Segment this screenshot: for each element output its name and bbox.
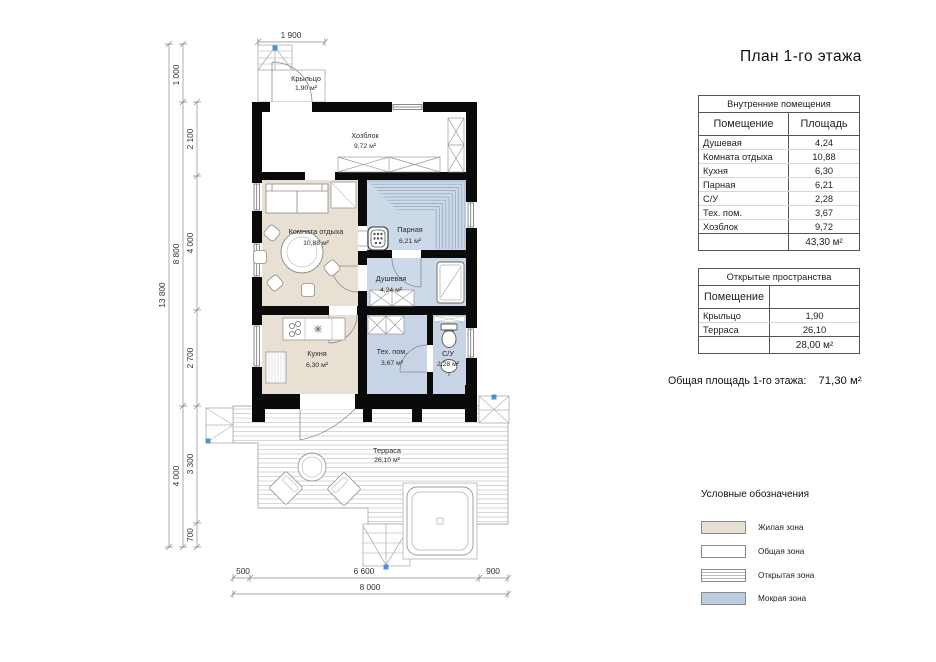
room-area-terrasa: 26,10 м² [374, 457, 400, 464]
room-area-komnata: 10,88 м² [303, 240, 329, 247]
interior-rooms-table [698, 95, 860, 251]
room-label-hozblok: Хозблок [351, 131, 379, 140]
toilet-icon [441, 324, 457, 348]
room-label-parnaya: Парная [397, 225, 423, 234]
dim-bottom-inner-0: 500 [236, 566, 250, 576]
selection-handle[interactable] [384, 565, 389, 570]
dim-top: 1 900 [280, 30, 302, 40]
table-row: Терраса 26,10 [699, 323, 859, 337]
page-title: План 1-го этажа [740, 48, 862, 65]
terrace-deck [206, 396, 509, 566]
legend-item-wet: Мокрая зона [701, 592, 806, 605]
table-header [699, 286, 859, 309]
terrace-right-stair-icon [479, 396, 509, 423]
open-spaces-table [698, 268, 860, 354]
room-area-parnaya: 6,21 м² [398, 238, 422, 245]
room-label-terrasa: Терраса [373, 446, 401, 455]
dim-left-inner-0: 2 100 [185, 128, 195, 150]
dim-bottom-inner-1: 6 600 [353, 566, 375, 576]
selection-handle[interactable] [492, 395, 497, 400]
dim-left-inner-1: 4 000 [185, 232, 195, 254]
room-area-tehpom: 3,67 м² [380, 360, 404, 367]
selection-handle[interactable] [206, 439, 211, 444]
dim-left-mid-0: 1 000 [171, 64, 181, 86]
porch [258, 45, 325, 102]
table-total-row [699, 234, 859, 250]
common-zone-swatch [701, 545, 746, 558]
window-icon [254, 326, 260, 366]
table-total-row [699, 337, 859, 353]
dim-left-inner-2: 2 700 [185, 347, 195, 369]
open-zone-swatch [701, 569, 746, 582]
room-area-hozblok: 9,72 м² [353, 143, 377, 150]
column-header-room: Помещение [704, 291, 764, 303]
room-label-krylco: Крыльцо [291, 74, 321, 83]
room-label-tehpom: Тех. пом. [376, 347, 408, 356]
living-zone-swatch [701, 521, 746, 534]
open-total: 28,00 м² [769, 337, 859, 353]
table-row: Кухня 6,30 [699, 164, 859, 178]
sauna-stove-icon [368, 227, 388, 250]
dim-left-inner-4: 700 [185, 528, 195, 542]
window-icon [393, 105, 422, 110]
dim-bottom-total: 8 000 [359, 582, 381, 592]
room-label-kuhnya: Кухня [307, 349, 327, 358]
table-row: Тех. пом. 3,67 [699, 206, 859, 220]
sink-icon [314, 325, 322, 333]
legend-item-open: Открытая зона [701, 569, 814, 582]
table-row: Парная 6,21 [699, 178, 859, 192]
table-row: Душевая 4,24 [699, 136, 859, 150]
legend-title: Условные обозначения [701, 489, 810, 500]
dim-bottom-inner-2: 900 [486, 566, 500, 576]
dim-left-inner-3: 3 300 [185, 453, 195, 475]
column-header-empty [769, 286, 859, 308]
window-icon [468, 329, 474, 357]
dim-left-mid-1: 8 800 [171, 243, 181, 265]
wet-zone-swatch [701, 592, 746, 605]
total-area-value: 71,30 м² [818, 375, 862, 387]
table-row: Хозблок 9,72 [699, 220, 859, 234]
table-row: Крыльцо 1,90 [699, 309, 859, 323]
table-header [699, 113, 859, 136]
sofa-icon [266, 184, 328, 213]
dim-left-mid-2: 4 000 [171, 465, 181, 487]
table-row: Комната отдыха 10,88 [699, 150, 859, 164]
shower-cabin-icon [437, 262, 464, 303]
dim-left-total: 13 800 [157, 282, 167, 308]
room-label-su: С/У [442, 349, 454, 358]
room-label-komnata: Комната отдыха [288, 227, 344, 236]
total-area-line [668, 375, 862, 387]
total-area-label: Общая площадь 1-го этажа: [668, 375, 807, 387]
tehpom-closet-icon [368, 316, 404, 334]
room-label-dushevaya: Душевая [375, 274, 407, 283]
room-area-krylco: 1,90 м² [294, 85, 318, 92]
fridge-icon [266, 352, 286, 383]
selection-handle[interactable] [273, 46, 278, 51]
table-title: Внутренние помещения [699, 96, 859, 113]
room-area-su: 2,28 м² [436, 361, 460, 368]
column-header-area: Площадь [788, 113, 859, 135]
kitchen-counter-icon [283, 318, 345, 340]
legend-item-common: Общая зона [701, 545, 804, 558]
su-shelf-icon [434, 316, 465, 322]
table-row: С/У 2,28 [699, 192, 859, 206]
window-icon [254, 184, 260, 210]
terrace-table-icon [298, 453, 326, 481]
room-area-kuhnya: 6,30 м² [305, 362, 329, 369]
hot-tub-icon [403, 483, 477, 559]
cabinet-icon [331, 182, 356, 208]
interior-total: 43,30 м² [788, 234, 859, 250]
legend-item-living: Жилая зона [701, 521, 803, 534]
column-header-room: Помещение [713, 118, 774, 130]
table-title: Открытые пространства [699, 269, 859, 286]
terrace-left-stair-icon [206, 408, 233, 443]
window-icon [468, 203, 474, 227]
room-area-dushevaya: 4,24 м² [379, 287, 403, 294]
